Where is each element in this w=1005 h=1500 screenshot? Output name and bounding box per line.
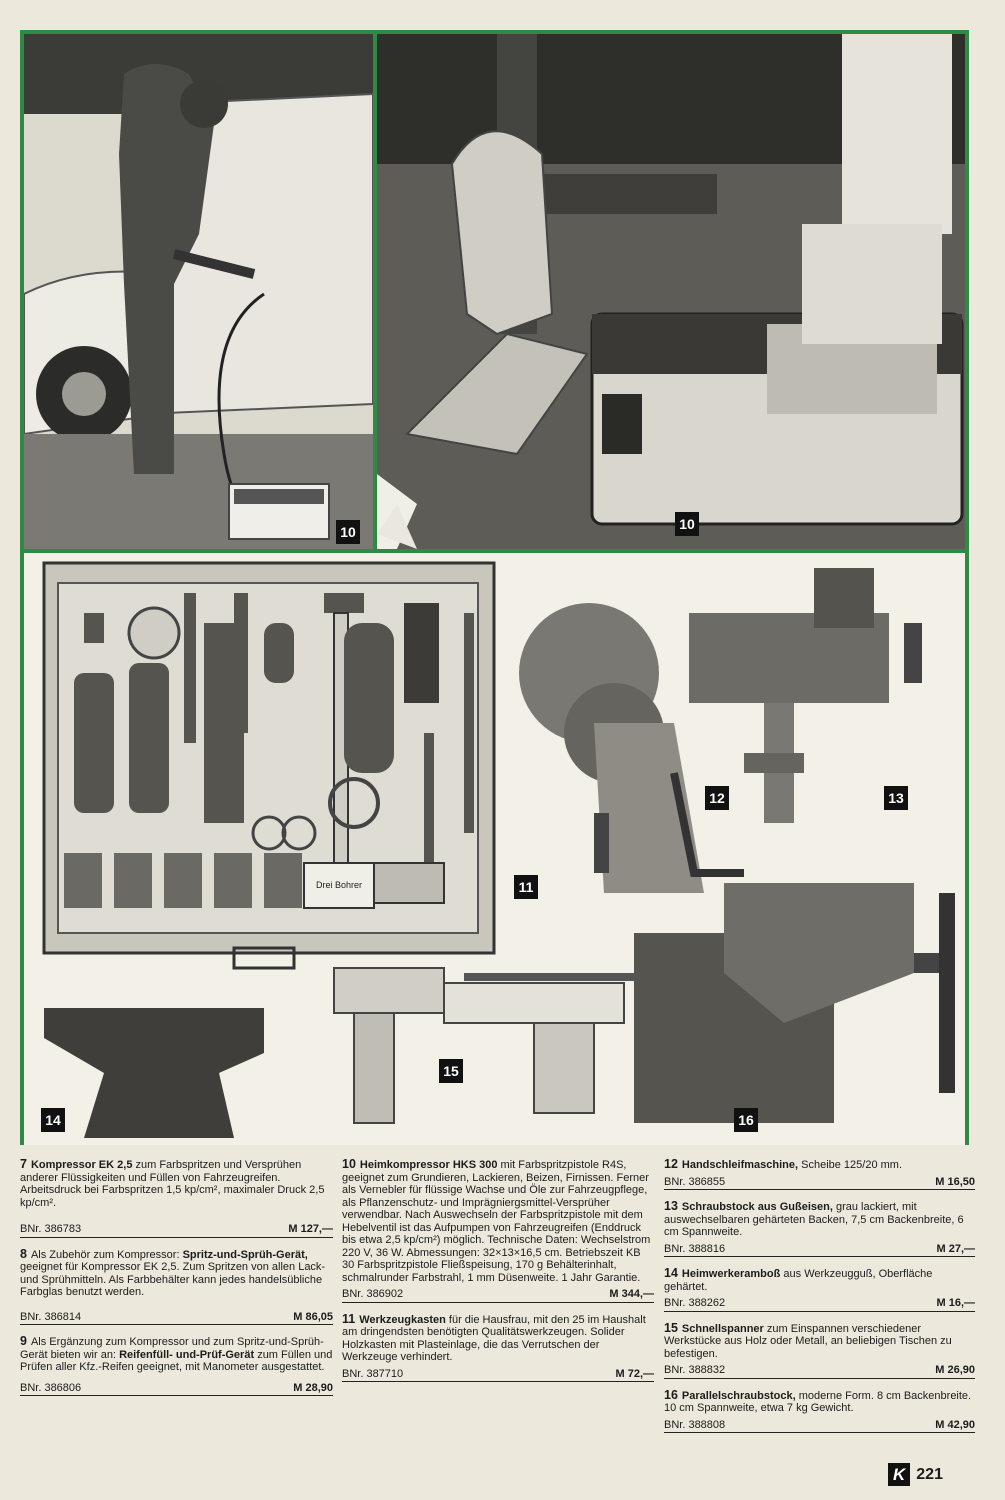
item-text: grau lackiert, mit auswechselbaren gehärteten Backen, 7,5 cm Backenbreite, 6 cm Spannweite. bbox=[664, 1201, 964, 1238]
item-number: 10 bbox=[342, 1157, 356, 1171]
item-number: 7 bbox=[20, 1157, 27, 1171]
item-title: Werkzeugkasten bbox=[359, 1313, 446, 1326]
item-8 bbox=[20, 1248, 333, 1326]
item-number: 14 bbox=[664, 1266, 678, 1280]
item-title: Schnellspanner bbox=[681, 1322, 764, 1335]
item-text: moderne Form. 8 cm Backenbreite. 10 cm Spannweite, etwa 7 kg Gewicht. bbox=[664, 1389, 972, 1414]
item-intro: Als Zubehör zum Kompressor: bbox=[30, 1248, 180, 1261]
item-9 bbox=[20, 1335, 333, 1396]
page-number: 221 bbox=[916, 1465, 943, 1483]
item-text: aus Werkzeugguß, Oberfläche gehärtet. bbox=[664, 1268, 933, 1293]
item-number: 11 bbox=[342, 1311, 356, 1326]
badge-14: 14 bbox=[41, 1108, 65, 1132]
item-number: 13 bbox=[664, 1199, 678, 1213]
price: M 16,— bbox=[936, 1297, 975, 1309]
item-text: geeignet für Kompressor EK 2,5. Zum Spritzen von allen Lack- und Sprühmitteln. Als Farbbehälter kann jedes handelsübliche Farbglas benutzt werden. bbox=[20, 1261, 326, 1298]
item-10 bbox=[342, 1158, 654, 1303]
price: M 72,— bbox=[615, 1367, 654, 1380]
price: M 28,90 bbox=[293, 1381, 333, 1394]
item-number: 12 bbox=[664, 1157, 678, 1171]
column-right bbox=[664, 1158, 975, 1443]
item-text: Scheibe 125/20 mm. bbox=[801, 1159, 903, 1171]
badge-11: 11 bbox=[514, 875, 538, 899]
item-number: 15 bbox=[664, 1320, 678, 1335]
order-number: BNr. 387710 bbox=[342, 1367, 404, 1380]
item-16 bbox=[664, 1389, 975, 1434]
badge-12: 12 bbox=[705, 786, 729, 810]
order-number: BNr. 388816 bbox=[664, 1242, 726, 1255]
order-number: BNr. 386855 bbox=[664, 1175, 726, 1188]
item-text: zum Einspannen verschiedener Werkstücke aus Holz oder Metall, an beliebigen Tischen zu befestigen. bbox=[664, 1322, 952, 1360]
item-title: Heimkompressor HKS 300 bbox=[359, 1159, 498, 1171]
item-number: 16 bbox=[664, 1387, 678, 1402]
item-14 bbox=[664, 1267, 975, 1312]
badge-16: 16 bbox=[734, 1108, 758, 1132]
price: M 16,50 bbox=[935, 1175, 975, 1188]
price: M 27,— bbox=[936, 1242, 975, 1255]
item-number: 8 bbox=[20, 1246, 27, 1261]
price: M 42,90 bbox=[935, 1418, 975, 1431]
order-number: BNr. 388832 bbox=[664, 1364, 726, 1376]
item-text: für die Hausfrau, mit den 25 im Haushalt am dringendsten benötigten Qualitätswerkzeugen. Solider Holzkasten mit Plasteinlage, die das Verrutschen der Werkzeuge verhindert. bbox=[342, 1313, 646, 1363]
item-title: Kompressor EK 2,5 bbox=[30, 1159, 133, 1171]
item-15 bbox=[664, 1322, 975, 1379]
product-descriptions bbox=[0, 1158, 1005, 1478]
item-12 bbox=[664, 1158, 975, 1190]
photo-tools bbox=[24, 553, 965, 1145]
price: M 86,05 bbox=[293, 1310, 333, 1323]
order-number: BNr. 386783 bbox=[20, 1223, 82, 1235]
item-13 bbox=[664, 1200, 975, 1257]
item-number: 9 bbox=[20, 1334, 27, 1348]
order-number: BNr. 388262 bbox=[664, 1297, 726, 1309]
badge-10: 10 bbox=[675, 512, 699, 536]
badge-10: 10 bbox=[336, 520, 360, 544]
order-number: BNr. 386814 bbox=[20, 1310, 82, 1323]
toolbox-label: Drei Bohrer bbox=[316, 880, 363, 890]
item-title: Heimwerkeramboß bbox=[681, 1268, 781, 1280]
photo-compressor-spraygun bbox=[377, 34, 965, 549]
price: M 344,— bbox=[609, 1288, 654, 1300]
item-intro: Als Ergänzung zum Kompressor und zum Spritz-und-Sprüh-Gerät bieten wir an: bbox=[20, 1336, 324, 1361]
column-middle bbox=[342, 1158, 654, 1392]
badge-13: 13 bbox=[884, 786, 908, 810]
badge-15: 15 bbox=[439, 1059, 463, 1083]
footer bbox=[888, 1463, 968, 1486]
order-number: BNr. 386902 bbox=[342, 1288, 404, 1300]
item-7 bbox=[20, 1158, 333, 1238]
item-title: Spritz-und-Sprüh-Gerät, bbox=[182, 1248, 308, 1261]
item-text: zum Farbspritzen und Versprühen anderer Flüssigkeiten und Füllen von Fahrzeugreifen. Arbeitsdruck bei Farbspritzen 1,5 kp/cm², maximaler Druck 2,5 kp/cm². bbox=[20, 1159, 325, 1209]
catalog-logo: K bbox=[888, 1463, 910, 1486]
item-11 bbox=[342, 1313, 654, 1383]
photo-compressor-car bbox=[24, 34, 373, 549]
item-title: Schraubstock aus Gußeisen, bbox=[681, 1201, 833, 1213]
price: M 26,90 bbox=[935, 1364, 975, 1376]
column-left bbox=[20, 1158, 333, 1406]
item-text: mit Farbspritzpistole R4S, geeignet zum Grundieren, Lackieren, Beizen, Firnissen. Ferner als Vernebler für flüssige Wachse und Öle zur Fahrzeugpflege, als Pflanzenschutz- und Imprägniergsmittel-Versprüher verwendbar. Nach Auswechseln der Farbspritzpistole mit dem Hebelventil ist das Aufpumpen von Fahrzeugreifen (Enddruck bis etwa 2,5 kp/cm²) möglich. Technische Daten: Wechselstrom 220 V, 36 W. Abmessungen: 32×13×16,5 cm. Betriebszeit KB 30 Farbspritzpistole Fließspeisung, 170 g Behälterinhalt, schmalrunder Farbstrahl, 1 mm Düsenweite. 1 Jahr Garantie. bbox=[342, 1159, 651, 1284]
item-text: zum Füllen und Prüfen aller Kfz.-Reifen geeignet, mit Manometer ausgestattet. bbox=[20, 1348, 333, 1373]
order-number: BNr. 386806 bbox=[20, 1381, 82, 1394]
item-title: Reifenfüll- und-Prüf-Gerät bbox=[119, 1348, 255, 1361]
price: M 127,— bbox=[288, 1223, 333, 1235]
photo-frame bbox=[20, 30, 969, 1145]
item-title: Parallelschraubstock, bbox=[681, 1389, 796, 1402]
order-number: BNr. 388808 bbox=[664, 1418, 726, 1431]
item-title: Handschleifmaschine, bbox=[681, 1159, 799, 1171]
